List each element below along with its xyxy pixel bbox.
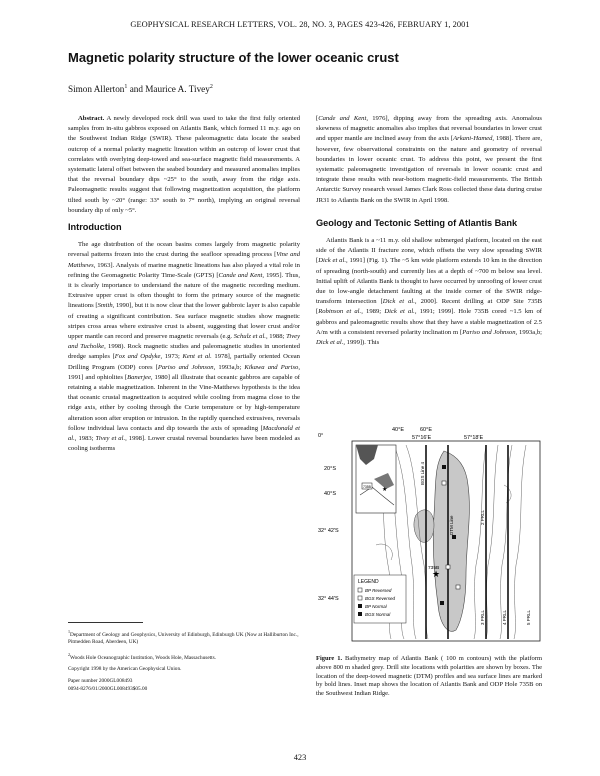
site-label-735b: 735B — [428, 566, 440, 571]
right-column — [316, 114, 542, 348]
citation: Schulz et al. — [233, 333, 266, 341]
footnote-2: $^2$Woods Hole Oceanographic Institution, Woods Hole, Massachusetts. — [68, 651, 217, 661]
affil-mark-2: 2 — [209, 84, 213, 90]
citation: Macdonald et al. — [68, 424, 300, 443]
abstract-label: Abstract. — [78, 115, 105, 122]
citation: Cande and Kent — [318, 115, 367, 122]
legend-swatch — [358, 588, 362, 592]
legend-item: BGS Reversed — [365, 596, 396, 601]
legend-swatch — [358, 612, 362, 616]
lon-label-5718: 57°18'E — [464, 435, 484, 441]
profile-label: BGS Line 4 — [420, 461, 425, 485]
citation: Dick et al. — [384, 308, 415, 316]
lat-label-3244: 32° 44'S — [318, 596, 339, 602]
citation: Smith — [97, 302, 113, 310]
site-reversed — [456, 585, 460, 589]
citation: Kikawa and Pariso — [244, 363, 299, 371]
geology-heading: Geology and Tectonic Setting of Atlantis Bank — [316, 217, 518, 228]
footnotes — [68, 628, 300, 697]
lon-label-5716: 57°16'E — [412, 435, 432, 441]
paper-number: Paper number 2000GL008493 — [68, 677, 133, 684]
profile-label: 2 PRLL — [480, 509, 485, 525]
site-reversed — [442, 481, 446, 485]
citation: Tivey et al. — [95, 435, 126, 443]
lon-label-40e: 40°E — [392, 427, 404, 433]
platform-shade — [433, 451, 469, 631]
inset-map — [356, 445, 396, 513]
citation: Dick et al. — [316, 339, 344, 347]
citation: Dick et al. — [382, 298, 415, 306]
caption-text: Bathymetry map of Atlantis Bank ( 100 m contours) with the platform above 800 m shaded grey. Drill site locations with polarities are shown by boxes. The location of the deep-towed magnetic (DTM) profiles and sea surface lines are marked by bold lines. Inset map shows the location of Atlantis Bank and ODP Hole 735B on the Southwest Indian Ridge. — [316, 655, 542, 698]
site-reversed — [446, 565, 450, 569]
citation: Dick et al. — [318, 257, 346, 265]
right-paragraph-1: [Cande and Kent, 1976], dipping away from the spreading axis. Anomalous skewness of magnetic anomalies also implies that reversal boundaries in lower crust and upper mantle are inclined away from the axis [Arkani-Hamed, 1988]. There are, however, few observational constraints on the nature and geometry of reversal boundaries in lower oceanic crust. To address this point, we present the first systematic paleomagnetic investigation of reversals in lower oceanic crust and integrate these results with near-bottom magnetic-field measurements. The British Antarctic Survey research vessel James Clark Ross collected these data during cruise JR31 to Atlantis Bank on the SWIR in April 1998. — [316, 115, 542, 204]
issn-line: 0094-8276/01/2000GL008493$05.00 — [68, 685, 148, 692]
map-legend — [354, 575, 406, 623]
citation: Pariso and Johnson — [157, 363, 214, 371]
legend-swatch — [358, 596, 362, 600]
left-column — [68, 114, 300, 455]
legend-title: LEGEND — [358, 579, 379, 585]
intro-heading: Introduction — [68, 222, 122, 233]
legend-item: BP Reversed — [365, 588, 392, 593]
author-list — [68, 84, 308, 94]
lat-label-20s: 20°S — [324, 466, 336, 472]
abstract — [68, 114, 300, 216]
bathymetry-map — [316, 425, 542, 643]
citation: Arkani-Hamed — [453, 135, 493, 143]
profile-label: DTM Line — [449, 515, 454, 535]
citation: Kent et al. — [182, 353, 212, 361]
legend-item: BGS Normal — [365, 612, 391, 617]
intro-paragraph: The age distribution of the ocean basins comes largely from magnetic polarity reversal patterns frozen into the crust during the seafloor spreading process [Vine and Matthews, 1963]. Analysis of marine magnetic lineations has also played a vital role in refining the Geomagnetic Polarity Time-Scale (GPTS) [Cande and Kent, 1995]. Thus, it is clearly importance to understand the nature of the magnetic recording medium. Extrusive upper crust is often thought to form the primary source of the magnetic lineations [Smith, 1990], but it is now clear that the lower gabbroic layer is also capable of creating a significant contribution. Sea surface magnetic studies show magnetic stripes cross areas where extrusive crust is absent, suggesting that lower crust and/or upper mantle can record and preserve magnetic reversals (e.g. Schulz et al., 1988; Tivey and Tucholke, 1998). Rock magnetic studies and paleomagnetic studies in unoriented dredge samples [Fox and Opdyke, 1973; Kent et al. 1978], partially oriented Ocean Drilling Program (ODP) cores [Pariso and Johnson, 1993a,b; Kikawa and Pariso, 1991] and ophiolites [Banerjee, 1980] all illustrate that oceanic gabbros are capable of retaining a stable magnetization. Inherent in the Vine-Matthews hypothesis is the idea that oceanic crustal magnetization is acquired while cooling from magma close to the ridge axis, either by cooling through the Curie temperature or by high-temperature alteration soon after eruption or intrusion. In the rapidly quenched extrusives, reversals follow individual lava contacts and dip towards the axis of spreading [Macdonald et al., 1983; Tivey et al., 1998]. Lower crustal reversal boundaries have been modeled as cooling isotherms — [68, 241, 301, 453]
citation: Tivey and Tucholke — [68, 333, 301, 351]
citation: Banerjee — [127, 373, 151, 381]
lat-label-40s: 40°S — [324, 491, 336, 497]
inset-star: ★ — [382, 487, 388, 493]
page-number: 423 — [293, 753, 307, 762]
author-1: Simon Allerton — [68, 84, 125, 95]
abstract-text: A newly developed rock drill was used to take the first fully oriented samples from in-situ gabbros exposed on Atlantis Bank, which formed 11 m.y. ago on the Southwest Indian Ridge (SWIR). These paleomagnetic data locate the seabed outcrop of a normal polarity magnetic lineation within an outcrop of lower crust that correlates with overlying deep-towed and sea-surface magnetic field measurements. A systematic lateral offset between the seabed boundary and measured anomalies implies that the reversal boundary dips ~25° to the south, away from the ridge axis. Paleomagnetic results suggest that following magnetization acquisition, the platform tilted south by ~20° (range: 33° south to 7° north), implying an original reversal boundary dip of only ~5°. — [68, 115, 300, 214]
profile-label: 3 PRLL — [480, 609, 485, 625]
figure-1 — [316, 425, 542, 643]
profile-label: 4 PRLL — [502, 609, 507, 625]
legend-item: BP Normal — [365, 604, 387, 609]
journal-header: GEOPHYSICAL RESEARCH LETTERS, VOL. 28, NO. 3, PAGES 423-426, FEBRUARY 1, 2001 — [130, 20, 470, 29]
citation: Robinson et al. — [318, 308, 362, 316]
site-normal — [440, 601, 444, 605]
footnote-1: $^1$Department of Geology and Geophysics, University of Edinburgh, Edinburgh UK (Now at Halliburton Inc., Pitmedden Road, Aberdeen, UK) — [68, 629, 299, 646]
citation: Vine and Matthews — [68, 251, 300, 269]
site-normal — [452, 535, 456, 539]
inset-site-label: 735B — [363, 485, 371, 489]
site-normal — [442, 465, 446, 469]
geology-paragraph: Atlantis Bank is a ~11 m.y. old shallow submerged platform, located on the east side of the Atlantis II fracture zone, which offsets the very slow spreading SWIR [Dick et al., 1991] (Fig. 1). The ~5 km wide platform extends 10 km in the direction of spreading (north-south) and currently lies at a depth of ~700 m below sea level. Initial uplift of Atlantis Bank is thought to have occurred by unroofing of lower crust due to low-angle detachment faulting at the inside corner of the SWIR ridge-transform intersection [Dick et al., 2000]. Recent drilling at ODP Site 735B [Robinson et al., 1989; Dick et al., 1991; 1999]. Hole 735B cored ~1.5 km of gabbros and paleomagnetic results show that they have a stable magnetization of 2.5 A/m with a consistent reversed polarity inclination m [Pariso and Johnson, 1993a,b; Dick et al., 1999]). This — [316, 237, 542, 347]
lat-label-3242: 32° 42'S — [318, 528, 339, 534]
footnote-rule — [68, 622, 143, 623]
lat-label-0: 0° — [318, 433, 324, 439]
caption-label: Figure 1. — [316, 655, 343, 662]
figure-caption — [316, 655, 542, 699]
paper-title: Magnetic polarity structure of the lower oceanic crust — [68, 50, 399, 65]
lon-label-60e: 60°E — [420, 427, 432, 433]
affil-mark-1: 1 — [124, 84, 128, 90]
copyright-notice: Copyright 1998 by the American Geophysical Union. — [68, 666, 182, 673]
author-2: and Maurice A. Tivey — [127, 84, 210, 95]
legend-swatch — [358, 604, 362, 608]
citation: Pariso and Johnson — [462, 328, 516, 336]
hole-735b-star: ★ — [432, 569, 441, 579]
profile-label: 5 PRLL — [526, 609, 531, 625]
citation: Cande and Kent — [218, 271, 263, 279]
citation: Fox and Opdyke — [114, 353, 161, 361]
